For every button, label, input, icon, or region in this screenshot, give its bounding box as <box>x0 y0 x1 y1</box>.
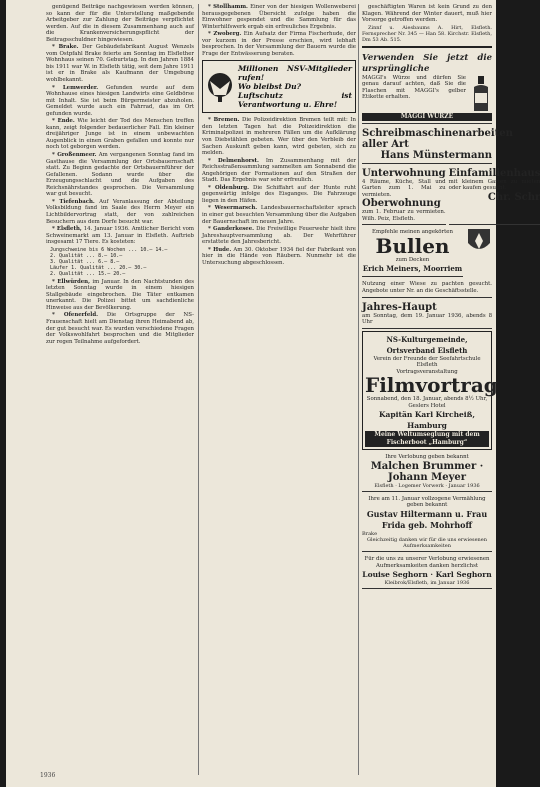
geburt-place: Brake <box>362 531 378 538</box>
jahres-ad <box>362 300 492 329</box>
film-date: Sonnabend, den 18. Januar, abends 8½ Uhr, Geslers Hotel <box>366 396 488 409</box>
paragraph-text: Wie leicht der Tod des Menschen treffen kann, zeigt folgender bedauerlicher Fall. Ein kleiner dreijähriger Junge ist in einem unbewachten Augenblick in einen Graben gefallen und konnte nur noch tot geborgen werden. <box>46 118 194 151</box>
news-paragraph <box>202 226 356 246</box>
dank-ad <box>362 554 492 589</box>
news-column-middle <box>202 4 356 777</box>
vortrag-label: Vortragsveranstaltung <box>396 368 458 375</box>
paragraph-text: 14. Januar 1936. Amtlicher Bericht vom Schweinemarkt am 13. Januar in Elsfleth. Auftrieb insgesamt 17 Tiere. Es kosteten: <box>46 226 194 246</box>
chr-label: Chr. Schr <box>487 191 540 203</box>
box-ad-line2: Wo bleibst Du? <box>238 82 302 92</box>
paragraph-text: Die Freiwillige Feuerwehr hielt ihre Jahreshauptversammlung ab. Der Wehrführer erstattete den Jahresbericht. <box>202 226 356 246</box>
paragraph-text: Die Ortsgruppe der NS-Frauenschaft hielt am Dienstag ihren Heimabend ab, der gut besucht war. Es wurden verschiedene Fragen der Volkswohlfahrt besprochen und die Mitglieder zur regen Teilnahme aufgefordert. <box>46 312 194 345</box>
film-ad <box>362 331 498 451</box>
price-row: 2. Qualität ... 15.— 20.— <box>50 270 126 277</box>
news-paragraph <box>46 4 194 43</box>
paragraph-text: Die Polizeidirektion Bremen teilt mit: In den letzten Tagen hat die Polizeidirektion die Kriminalpolizei in mehreren Fällen um die Aufklärung von Diebstählen gebeten. Wer über den Verbleib der Sachen Auskunft geben kann, wird gebeten, sich zu melden. <box>202 117 356 157</box>
news-paragraph <box>46 152 194 198</box>
unterwohnung-title: Unterwohnung <box>362 167 446 179</box>
maggi-heading: Verwenden Sie jetzt die ursprüngliche <box>362 52 492 74</box>
film-title: Meine Weltumseglung mit dem Fischerboot „Hamburg“ <box>365 431 489 447</box>
box-ad-line3: Luftschutz ist Verantwortung u. Ehre! <box>238 91 352 110</box>
shield-emblem-icon <box>466 227 492 257</box>
oberwohnung-title: Oberwohnung <box>362 198 441 210</box>
news-paragraph <box>202 117 356 156</box>
typewriter-left: Schreibmaschinenarbeiten aller Art <box>362 127 513 150</box>
dateline: * Hude. <box>208 246 232 253</box>
paragraph-text: Am 30. Oktober 1934 fiel der Fabrikant von hier in die Hände von Räubern. Nunmehr ist die Untersuchung abgeschlossen. <box>202 246 356 266</box>
paragraph-text: Gefunden wurde auf dem Wohnhause eines hiesigen Landwirts eine Geldbörse mit Inhalt. Sie ist beim Bürgermeister abzuholen. Gemeldet wurde auch ein Fahrrad, das im Ort gefunden wurde. <box>46 84 195 117</box>
dank-place: Kleibrok/Elsfleth, im Januar 1936 <box>384 580 470 587</box>
news-paragraph <box>46 226 194 246</box>
dateline: * Delmenhorst. <box>208 157 259 164</box>
geburt-text: Ihre am 11. Januar vollzogene Vermählung geben bekannt <box>368 495 486 509</box>
news-paragraph <box>202 158 356 184</box>
bullen-name: Erich Meiners, Moorriem <box>362 264 463 274</box>
bullen-ad <box>362 227 463 277</box>
einfamilienhaus-ad <box>449 166 540 226</box>
verlobung-place: Elsfleth · Logemer Vorwerk · Januar 1936 <box>374 482 480 489</box>
ad-separator <box>362 46 492 48</box>
bullen-sub: zum Decken <box>395 256 430 263</box>
bullen-lead: Empfehle meinen angekörten <box>372 229 453 236</box>
column-rule <box>358 4 359 775</box>
ns-sub: Verein der Freunde der Seefahrtschule Elsfleth <box>373 355 481 369</box>
paragraph-text: Ein Aufsatz der Firma Fischerhude, der vor kurzem in der Presse erschien, wird lebhaft besprochen. In der Versammlung der Bauern wurde die Frage der Entwässerung beraten. <box>202 31 356 57</box>
price-row: Jungschweine bis 6 Wochen ... 10.— 14.— <box>50 246 168 253</box>
unterwohnung-text: 4 Räume, Küche, Stall und Garten zum 1. Mai zu vermieten. <box>362 178 446 198</box>
dateline: * Bremen. <box>208 117 240 124</box>
news-paragraph <box>46 44 194 83</box>
paragraph-text: Der Gebäudefabrikant August Wenzels vom Ostpfahl Brake feierte am Sonntag im Elsflether Wohnhaus seinen 70. Geburtstag. In den Jahren 1884 bis 1911 war W. in Elsfleth tätig, seit dem Jahre 1911 ist er in Brake als Kaufmann der Umgebung wohlbekannt. <box>46 44 194 84</box>
housing-ads-row <box>362 166 540 228</box>
wiese-text: Nutzung einer Wiese zu pachten gesucht. Angebote unter Nr. an die Geschäftsstelle. <box>362 281 492 295</box>
verlobung-lead: Ihre Verlobung geben bekannt <box>385 454 469 461</box>
kapitaen-name: Kapitän Karl Kircheiß, Hamburg <box>379 410 475 431</box>
paragraph-text: Landesbauernschaftsleiter sprach in einer gut besuchten Versammlung über die Aufgaben der Bauernschaft im neuen Jahre. <box>202 205 357 225</box>
geburt-footer: Gleichzeitig danken wir für die uns erwiesenen Aufmerksamkeiten <box>367 537 487 550</box>
dateline: * Zwoberg. <box>208 31 242 38</box>
dateline: * Wesermarsch. <box>208 205 258 212</box>
price-row: 3. Qualität ... 6.— 8.— <box>50 258 120 265</box>
dateline: * Stollhamm. <box>208 4 248 10</box>
oberwohnung-text: zum 1. Februar zu vermieten. Wilh. Peiz, Elsfleth. <box>362 209 446 222</box>
vermaehlung-ad <box>362 494 492 552</box>
paragraph-text: im Januar. In den Nachtstunden des letzten Sonntag wurde in einem hiesigen Stallgebäude eingebrochen. Die Täter entkamen unerkannt. Die Polizei bittet um sachdienliche Hinweise aus der Bevölkerung. <box>46 278 195 311</box>
verlobung-names: Malchen Brummer · Johann Meyer <box>370 460 484 483</box>
unterwohnung-ad <box>362 166 446 226</box>
einfam-title: Einfamilienhaus <box>448 167 540 179</box>
box-ad-line1: Millionen NSV-Mitglieder rufen! <box>238 64 352 83</box>
nsv-box-ad <box>202 60 356 113</box>
news-column-left <box>46 4 194 777</box>
typewriter-right: Hans Münstermann <box>380 149 492 161</box>
dateline: * Brake. <box>52 44 79 51</box>
paragraph-text: Die Schiffahrt auf der Hunte ruht gegenwärtig infolge des Eisganges. Die Fahrzeuge liegen in den Häfen. <box>202 184 356 204</box>
dateline: * Ellwürden, <box>52 278 90 285</box>
news-paragraph <box>46 118 194 151</box>
news-paragraph <box>202 185 356 205</box>
news-paragraph <box>202 205 356 225</box>
maggi-text: MAGGI's Würze und dürfen Sie genau darauf achten, daß Sie die Flaschen mit MAGGI's gelber Etikette erhalten. <box>362 74 466 101</box>
price-table <box>50 247 194 277</box>
paragraph-text: genügend Beiträge nachgewiesen werden können, so kann der für die Unterstellung maßgebende Arbeitgeber zur Zahlung der Beiträge verpflichtet werden. Auf die in diesem Zusammenhang auch auf die Krankenversicherungspflicht der Beitragsschuldner hingewiesen. <box>46 4 194 43</box>
maggi-brand: MAGGI WÜRZE <box>362 113 492 121</box>
notice-top: geschäftigten Waren ist kein Grund zu den Klagen. Während der Winter dauert, muß hier Vorsorge getroffen werden. <box>362 4 492 24</box>
dealers-notice: Zinnf u. Aiesbaums A. Hirt, Elsfleth. Fernsprecher Nr. 345 — Han 58. Kirchstr. Elsfleth, Dm 53 Ab. 515. <box>362 24 492 43</box>
dateline: * Lemwerder. <box>52 84 99 91</box>
news-paragraph <box>46 199 194 225</box>
newspaper-page <box>6 0 540 787</box>
dateline: * Oldenburg. <box>208 184 250 191</box>
news-paragraph <box>202 4 356 30</box>
news-paragraph <box>202 31 356 57</box>
filmvortrag-title: Filmvortrag <box>365 373 498 398</box>
column-rule <box>198 4 199 775</box>
dateline: * Elsfleth, <box>52 226 82 233</box>
wiese-ad <box>362 279 492 297</box>
typewriter-ad <box>362 126 513 164</box>
paragraph-text: Im Zusammenhang mit der Reichsstraßensammlung sammelten am Sonnabend die Angehörigen der Formationen auf den Straßen der Stadt. Das Ergebnis war sehr erfreulich. <box>202 157 356 184</box>
bullen-title: Bullen <box>375 233 450 258</box>
bullen-row <box>362 227 492 279</box>
dateline: * Großenmeer. <box>52 152 97 159</box>
dank-names: Louise Seghorn · Karl Seghorn <box>362 570 492 580</box>
verlobung-ad <box>362 452 492 492</box>
news-paragraph <box>46 85 194 118</box>
bottle-icon <box>470 75 492 113</box>
news-paragraph <box>46 279 194 312</box>
dateline: * Ende. <box>52 118 75 125</box>
footer-mark: 1936 <box>40 772 56 779</box>
jahres-title: Jahres-Haupt <box>362 301 437 313</box>
einfam-text: mit kleinem Garten zu mieten oder kaufen gesucht. <box>448 178 540 192</box>
ns-heading: NS-Kulturgemeinde, Ortsverband Elsfleth <box>386 334 468 355</box>
paragraph-text: Am vergangenen Sonntag fand im Gasthause die Versammlung der Ortsbauernschaft statt. Zu Beginn gedachte der Ortsbauernführer der Gefallenen. Sodann wurde über die Erzeugungsschlacht und die Aufgaben des Reichsnährstandes gesprochen. Die Versammlung war gut besucht. <box>46 152 195 198</box>
ads-column <box>362 4 540 777</box>
news-paragraph <box>46 312 194 345</box>
paragraph-text: Auf Veranlassung der Abteilung Volksbildung fand im Saale des Herrn Meyer ein Lichtbildervortrag statt, der von zahlreichen Besuchern aus dem Dorfe besucht war. <box>46 198 194 225</box>
price-row: 2. Qualität ... 8.— 10.— <box>50 252 123 259</box>
dank-text: Für die uns zu unserer Verlobung erwiesenen Aufmerksamkeiten danken herzlichst <box>364 556 490 569</box>
maggi-ad <box>362 51 492 124</box>
dateline: * Ofenerfeld. <box>52 312 98 319</box>
eagle-emblem-icon <box>206 71 234 103</box>
news-paragraph <box>202 247 356 267</box>
dateline: * Tiefenbach. <box>52 198 95 205</box>
jahres-text: am Sonntag, dem 19. Januar 1936, abends 8 Uhr <box>362 312 492 326</box>
geburt-names: Gustav Hiltermann u. Frau Frida geb. Mohrhoff <box>366 509 488 531</box>
paragraph-text: Einer von der hiesigen Wollenweberei herausgegebenen Übersicht zufolge haben die Einwohner gespendet und die Sammlung für das Winterhilfswerk ergab ein erfreuliches Ergebnis. <box>202 4 356 30</box>
price-row: Läufer 1. Qualität ... 20.— 30.— <box>50 264 147 271</box>
dateline: * Ganderkesee. <box>208 226 255 233</box>
